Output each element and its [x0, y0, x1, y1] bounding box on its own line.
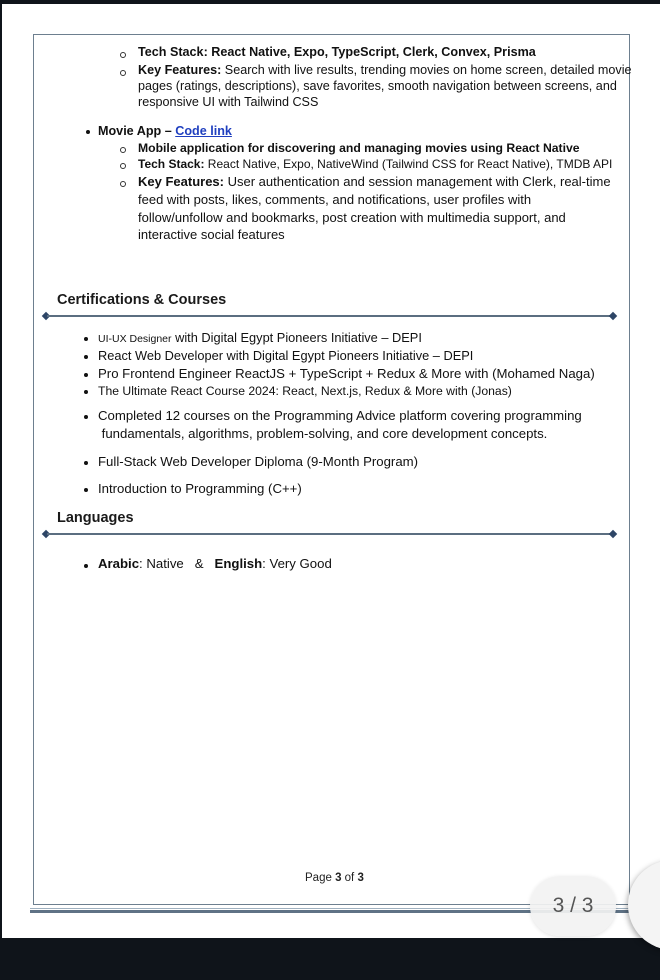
page-indicator: 3 / 3 — [530, 876, 616, 936]
code-link[interactable]: Code link — [175, 124, 232, 138]
cert-item: Pro Frontend Engineer ReactJS + TypeScript + Redux & More with (Mohamed Naga) — [98, 366, 595, 381]
cert-item: Introduction to Programming (C++) — [98, 481, 302, 496]
movie-key-features-line-1 — [138, 173, 611, 191]
footer-of: of — [341, 872, 358, 884]
footer-prefix: Page — [305, 872, 336, 884]
cert-item: Full-Stack Web Developer Diploma (9-Month Program) — [98, 454, 419, 469]
project-description: Mobile application for discovering and managing movies using React Native — [138, 141, 580, 155]
movie-key-features-line-4: interactive social features — [138, 227, 285, 242]
bullet-icon — [86, 130, 90, 134]
cert-item — [98, 330, 422, 348]
tech-stack-label: Tech Stack: — [138, 45, 208, 59]
project-name: Movie App – — [98, 124, 176, 138]
key-features-line-3: responsive UI with Tailwind CSS — [138, 95, 319, 109]
key-features-label: Key Features: — [138, 174, 224, 189]
cert-item: React Web Developer with Digital Egypt Pioneers Initiative – DEPI — [98, 348, 474, 363]
movie-key-features-line-3: follow/unfollow and bookmarks, post creation with multimedia support, and — [138, 210, 566, 225]
cert-role: UI-UX Designer — [98, 333, 172, 345]
footer-current-page: 3 — [335, 872, 342, 884]
tech-stack-line — [138, 44, 536, 61]
circle-bullet-icon — [120, 181, 126, 187]
movie-key-features-line-2: feed with posts, likes, comments, and notifications, user profiles with — [138, 192, 532, 207]
bullet-icon — [84, 488, 88, 492]
section-divider — [47, 315, 614, 317]
language-english-level: : Very Good — [262, 556, 332, 571]
cert-item-line-1: Completed 12 courses on the Programming Advice platform covering programming — [98, 408, 582, 423]
bullet-icon — [84, 373, 88, 377]
key-features-label: Key Features: — [138, 63, 222, 77]
bullet-icon — [84, 415, 88, 419]
language-english: English — [214, 556, 263, 571]
key-features-text: User authentication and session management with Clerk, real-time — [223, 174, 611, 189]
footer-total-pages: 3 — [357, 872, 364, 884]
circle-bullet-icon — [120, 147, 126, 153]
cert-item-line-2: fundamentals, algorithms, problem-solving, and core development concepts. — [98, 426, 548, 441]
key-features-text: Search with live results, trending movies on home screen, detailed movie — [221, 63, 632, 77]
project-title — [98, 123, 232, 140]
section-title-certifications: Certifications & Courses — [57, 292, 227, 308]
cert-item: The Ultimate React Course 2024: React, Next.js, Redux & More with (Jonas) — [98, 384, 512, 398]
document-page — [2, 4, 660, 938]
bullet-icon — [84, 461, 88, 465]
page-footer — [305, 872, 364, 884]
languages-item — [98, 556, 332, 573]
section-title-languages: Languages — [57, 510, 134, 526]
circle-bullet-icon — [120, 163, 126, 169]
tech-stack-value: React Native, Expo, NativeWind (Tailwind CSS for React Native), TMDB API — [204, 157, 613, 171]
bullet-icon — [84, 390, 88, 394]
bullet-icon — [84, 355, 88, 359]
bullet-icon — [84, 564, 88, 568]
circle-bullet-icon — [120, 52, 126, 58]
cert-text: with Digital Egypt Pioneers Initiative – DEPI — [171, 330, 422, 345]
tech-stack-label: Tech Stack: — [138, 157, 205, 171]
key-features-line-2: pages (ratings, descriptions), save favorites, smooth navigation between screens, and — [138, 79, 617, 93]
bullet-icon — [84, 337, 88, 341]
language-arabic-level: : Native & — [139, 556, 215, 571]
language-arabic: Arabic — [98, 556, 140, 571]
tech-stack-value: React Native, Expo, TypeScript, Clerk, Convex, Prisma — [207, 45, 536, 59]
circle-bullet-icon — [120, 70, 126, 76]
section-divider — [47, 533, 614, 535]
movie-tech-stack-line — [138, 156, 612, 173]
key-features-line-1 — [138, 62, 632, 79]
